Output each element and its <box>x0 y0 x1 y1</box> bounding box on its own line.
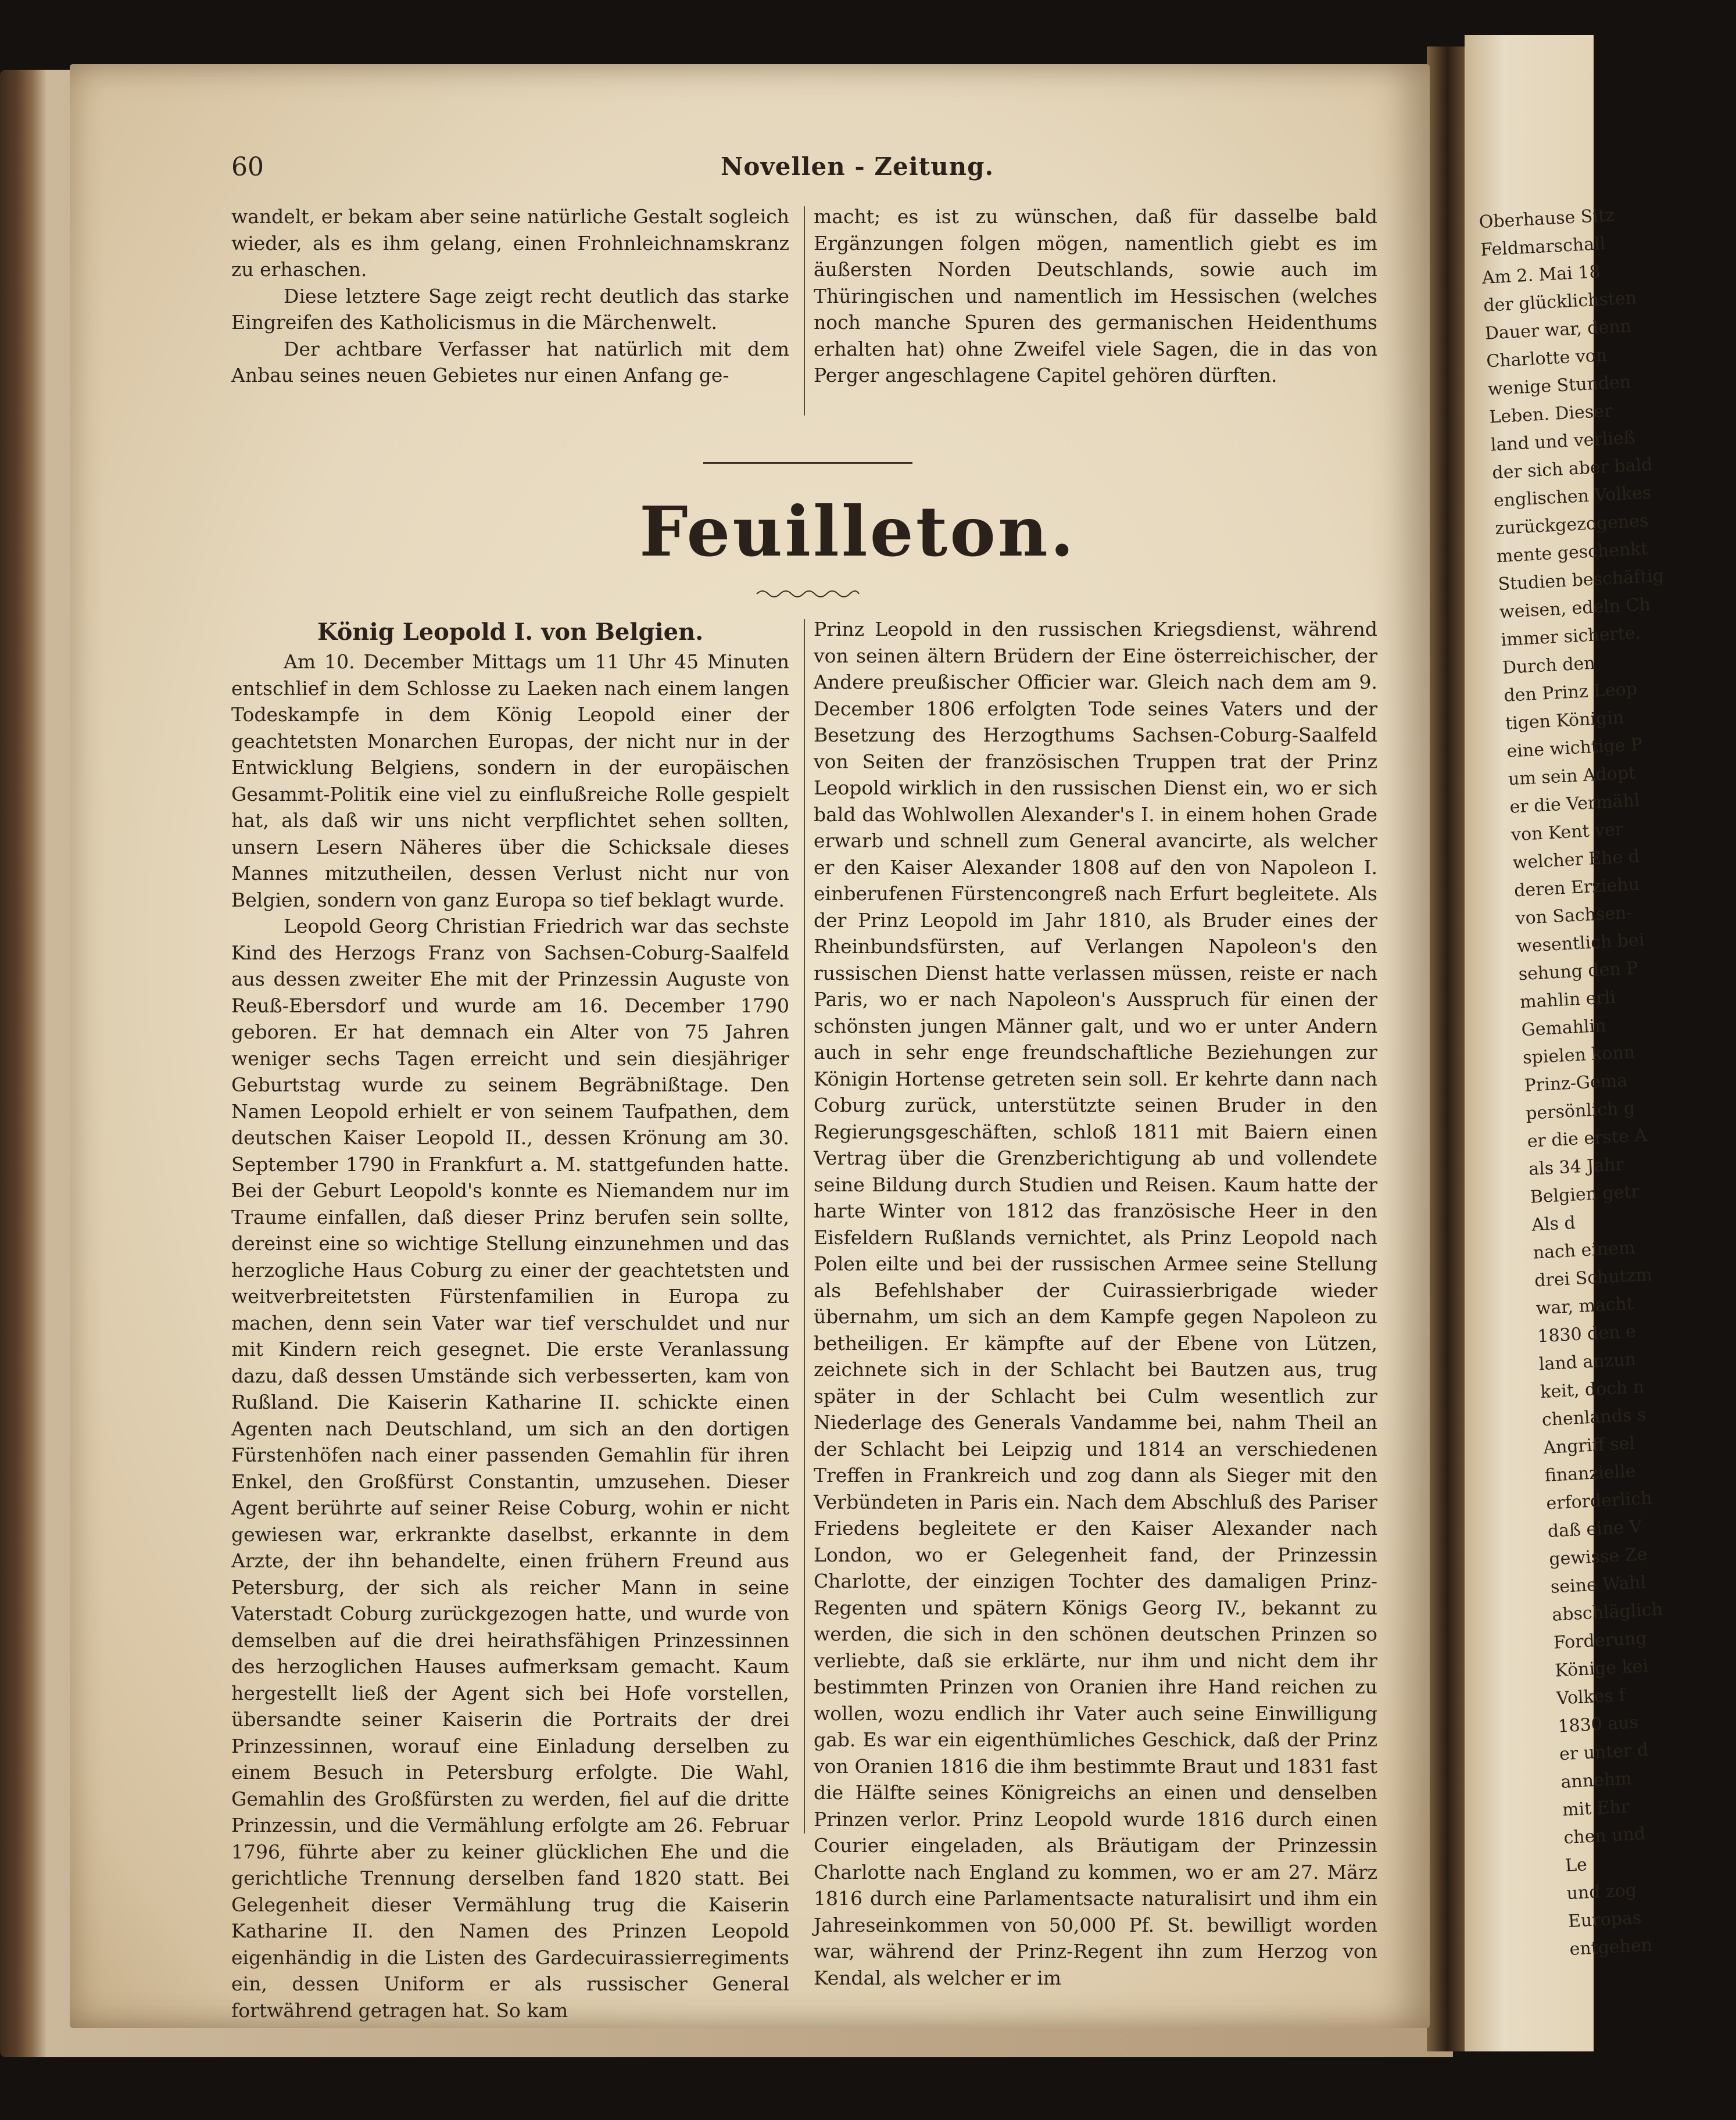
edge-text-line: daß eine V <box>1547 1516 1642 1542</box>
edge-text-line: wenige Stunden <box>1487 371 1631 400</box>
edge-text-line: tigen Königin <box>1505 707 1624 734</box>
edge-text-line: er unter d <box>1559 1739 1649 1765</box>
edge-text-line: Angriff sel <box>1542 1433 1635 1459</box>
paragraph: Diese letztere Sage zeigt recht deutlich das starke Eingreifen des Katholicismus in die Märchenwelt. <box>231 284 789 334</box>
edge-text-line: Als d <box>1531 1212 1576 1236</box>
edge-text-line: land anzun <box>1538 1349 1637 1375</box>
edge-text-line: sehung den P <box>1517 958 1639 985</box>
edge-text-line: Durch den <box>1502 653 1596 679</box>
edge-text-line: immer sicherte. <box>1500 622 1641 651</box>
section-rule <box>703 462 912 464</box>
edge-text-line: eine wichtige P <box>1506 734 1643 762</box>
edge-text-line: zurückgezogenes <box>1494 510 1649 539</box>
edge-text-line: welcher Ehe d <box>1512 846 1640 873</box>
edge-text-line: Leben. Dieser <box>1488 400 1613 428</box>
paragraph: macht; es ist zu wünschen, daß für dasselbe bald Ergänzungen folgen mögen, namentlich giebt es im äußersten Norden Deutschlands, sowie auch im Thüringischen und namentlich im Hessischen (welches noch manche Spuren des germanischen Heidenthums erhalten hat) ohne Zweifel viele Sagen, die in das von Perger angeschlagene Capitel gehören dürften. <box>814 205 1377 386</box>
running-title: Novellen - Zeitung. <box>721 152 994 181</box>
paragraph: Leopold Georg Christian Friedrich war das sechste Kind des Herzogs Franz von Sachsen-Coburg-Saalfeld aus dessen zweiter Ehe mit der Prinzessin Auguste von Reuß-Ebersdorf und wurde am 16. December 1790 geboren. Er hat demnach ein Alter von 75 Jahren weniger sechs Tagen erreicht und sein diesjähriger Geburtstag wurde zu seinem Begräbnißtage. Den Namen Leopold erhielt er von seinem Taufpathen, dem deutschen Kaiser Leopold II., dessen Krönung am 30. September 1790 in Frankfurt a. M. stattgefunden hatte. Bei der Geburt Leopold's konnte es Niemandem nur im Traume einfallen, daß dieser Prinz berufen sein sollte, dereinst eine so wichtige Stellung einzunehmen und das herzogliche Haus Coburg zu einer der geachtetsten und weitverbreitetsten Fürstenfamilien in Europa zu machen, denn sein Vater war tief verschuldet und nur mit Kindern reich gesegnet. Die erste Veranlassung dazu, daß dessen Umstände sich verbesserten, kam von Rußland. Die Kaiserin Katharine II. schickte einen Agenten nach Deutschland, um sich an den dortigen Fürstenhöfen nach einer passenden Gemahlin für ihren Enkel, den Großfürst Constantin, umzusehen. Dieser Agent berührte auf seiner Reise Coburg, wohin er nicht gewiesen war, erkrankte daselbst, erkannte in dem Arzte, der ihn behandelte, einen frühern Freund aus Petersburg, der sich als reicher Mann in seine Vaterstadt Coburg zurückgezogen hatte, und wurde von demselben auf die drei heirathsfähigen Prinzessinnen des herzoglichen Hauses aufmerksam gemacht. Kaum hergestellt ließ der Agent sich bei Hofe vorstellen, übersandte seiner Kaiserin die Portraits der drei Prinzessinnen, worauf eine Einladung derselben zu einem Besuch in Petersburg erfolgte. Die Wahl, Gemahlin des Großfürsten zu werden, fiel auf die dritte Prinzessin, und die Vermählung erfolgte am 26. Februar 1796, führte aber zu keiner glücklichen Ehe und die gerichtliche Trennung derselben fand 1820 statt. Bei Gelegenheit dieser Vermählung trug die Kaiserin Katharine II. den Namen des Prinzen Leopold eigenhändig in die Listen des Gardecuirassierregiments ein, dessen Uniform er als russischer General fortwährend getragen hat. So kam <box>231 915 789 2022</box>
edge-text-line: war, macht <box>1535 1293 1634 1319</box>
article-left-column <box>231 616 789 2024</box>
paragraph: wandelt, er bekam aber seine natürliche Gestalt sogleich wieder, als es ihm gelang, einen Frohnleichnamskranz zu erhaschen. <box>231 205 789 281</box>
edge-text-line: englischen Volkes <box>1493 482 1652 511</box>
ornament-flourish <box>756 587 860 601</box>
paragraph: Prinz Leopold in den russischen Kriegsdienst, während von seinen ältern Brüdern der Eine österreichischer, der Andere preußischer Officier war. Gleich nach dem am 9. December 1806 erfolgten Tode seines Vaters und der Besetzung des Herzogthums Sachsen-Coburg-Saalfeld von Seiten der französischen Truppen trat der Prinz Leopold wirklich in den russischen Dienst ein, wo er sich bald das Wohlwollen Alexander's I. in einem hohen Grade erwarb und schnell zum General avancirte, als welcher er den Kaiser Alexander 1808 auf den von Napoleon I. einberufenen Fürstencongreß nach Erfurt begleitete. Als der Prinz Leopold im Jahr 1810, als Bruder eines der Rheinbundsfürsten, auf Verlangen Napoleon's den russischen Dienst hatte verlassen müssen, reiste er nach Paris, wo er nach Napoleon's Ausspruch für einen der schönsten jungen Männer galt, und wo er unter Andern auch in sehr enge freundschaftliche Beziehungen zur Königin Hortense getreten sein soll. Er kehrte dann nach Coburg zurück, unterstützte seinen Bruder in den Regierungsgeschäften, schloß 1811 mit Baiern einen Vertrag über die Grenzberichtigung ab und vollendete seine Bildung durch Studien und Reisen. Kaum hatte der harte Winter von 1812 das französische Heer in den Eisfeldern Rußlands vernichtet, als Prinz Leopold nach Polen eilte und bei der russischen Armee seine Stellung als Befehlshaber der Cuirassierbrigade wieder übernahm, um sich an dem Kampfe gegen Napoleon zu betheiligen. Er kämpfte auf der Ebene von Lützen, zeichnete sich in der Schlacht bei Bautzen aus, trug später in der Schlacht bei Culm wesentlich zur Niederlage des Generals Vandamme bei, nahm Theil an der Schlacht bei Leipzig und 1814 an verschiedenen Treffen in Frankreich und zog dann als Sieger mit den Verbündeten in Paris ein. Nach dem Abschluß des Pariser Friedens begleitete er den Kaiser Alexander nach London, wo er Gelegenheit fand, der Prinzessin Charlotte, der einzigen Tochter des damaligen Prinz-Regenten und spätern Königs Georg IV., bekannt zu werden, die sich in den schönen deutschen Prinzen so verliebte, daß sie erklärte, nur ihm und nicht dem ihr bestimmten Prinzen von Oranien ihre Hand reichen zu wollen, wozu endlich ihr Vater auch seine Einwilligung gab. Es war ein eigenthümliches Geschick, daß der Prinz von Oranien 1816 die ihm bestimmte Braut und 1831 fast die Hälfte seines Königreichs an einen und denselben Prinzen verlor. Prinz Leopold wurde 1816 durch einen Courier eingeladen, als Bräutigam der Prinzessin Charlotte nach England zu kommen, wo er am 27. März 1816 durch eine Parlamentsacte naturalisirt und ihm ein Jahreseinkommen von 50,000 Pf. St. bewilligt worden war, während der Prinz-Regent ihn zum Herzog von Kendal, als welcher er im <box>814 618 1377 1989</box>
edge-text-line: als 34 Jahr <box>1528 1154 1624 1180</box>
next-page-edge <box>1465 35 1665 2051</box>
edge-text-line: 1830 aus <box>1557 1712 1639 1737</box>
edge-text-line: Könige kei <box>1554 1656 1649 1681</box>
edge-text-line: mente geschenkt <box>1496 538 1649 567</box>
edge-text-line: von Kent ver <box>1511 819 1624 846</box>
edge-text-line: seine Wahl <box>1550 1572 1647 1598</box>
edge-text-line: der sich aber bald <box>1491 454 1653 484</box>
edge-text-line: entgehen <box>1569 1935 1653 1960</box>
section-title: Feuilleton. <box>639 491 1076 572</box>
edge-text-line: Belgien getr <box>1529 1181 1640 1208</box>
edge-text-line: spielen konn <box>1522 1042 1635 1069</box>
edge-text-line: Prinz-Gema <box>1523 1070 1628 1097</box>
edge-text-line: finanzielle <box>1544 1461 1637 1487</box>
edge-text-line: weisen, edeln Ch <box>1499 594 1651 623</box>
edge-text-line: der glücklichsten <box>1483 288 1637 316</box>
edge-text-line: Volkes f <box>1556 1685 1626 1709</box>
edge-text-line: Feldmarschall <box>1480 233 1606 261</box>
column-divider-bottom <box>804 619 805 1833</box>
edge-text-line: Charlotte von <box>1486 345 1608 372</box>
edge-text-line: er die Vermähl <box>1509 790 1641 818</box>
top-left-column <box>231 203 789 389</box>
edge-text-line: wesentlich bei <box>1516 929 1645 957</box>
edge-text-line: Studien beschäftig <box>1497 565 1665 595</box>
edge-text-line: gewisse Ze <box>1548 1544 1648 1570</box>
edge-text-line: mit Ehr <box>1562 1796 1630 1821</box>
edge-text-line: mahlin erli <box>1519 987 1616 1013</box>
book-gutter <box>1427 46 1467 2051</box>
edge-text-line: Le <box>1565 1854 1588 1877</box>
edge-text-line: um sein Adopt <box>1508 762 1636 790</box>
edge-text-line: Europas <box>1567 1907 1642 1932</box>
edge-text-line: deren Erziehu <box>1513 874 1640 901</box>
article-right-column <box>814 616 1377 1991</box>
edge-text-line: den Prinz Leop <box>1503 679 1638 706</box>
top-right-column <box>814 203 1377 389</box>
edge-text-line: drei Schutzm <box>1534 1265 1653 1291</box>
edge-text-line: land und verließ <box>1490 427 1636 456</box>
edge-text-line: erforderlich <box>1545 1488 1653 1514</box>
edge-text-line: 1830 den e <box>1537 1321 1637 1347</box>
paragraph: Am 10. December Mittags um 11 Uhr 45 Minuten entschlief in dem Schlosse zu Laeken nach einem langen Todeskampfe in dem König Leopold einer der geachtetsten Monarchen Europas, der nicht nur in der Entwicklung Belgiens, sondern in der europäischen Gesammt-Politik eine viel zu einflußreiche Rolle gespielt hat, als daß wir uns nicht verpflichtet sehen sollten, unsern Lesern Näheres über die Schicksale dieses Mannes mitzutheilen, dessen Verlust nicht nur von Belgien, sondern von ganz Europa so tief beklagt wurde. <box>231 650 789 911</box>
next-page-edge-text <box>1465 28 1695 1964</box>
edge-text-line: nach einem <box>1532 1237 1636 1263</box>
edge-text-line: Am 2. Mai 18 <box>1481 262 1601 288</box>
edge-text-line: keit, doch n <box>1540 1377 1645 1403</box>
column-divider-top <box>804 206 805 416</box>
paragraph: Der achtbare Verfasser hat natürlich mit dem Anbau seines neuen Gebietes nur einen Anfang ge- <box>231 337 789 386</box>
edge-text-line: und zog <box>1566 1879 1637 1904</box>
article-title: König Leopold I. von Belgien. <box>317 618 704 646</box>
edge-text-line: abschläglich <box>1551 1599 1663 1625</box>
edge-text-line: annehm <box>1560 1768 1633 1793</box>
edge-text-line: persönlich g <box>1525 1098 1636 1125</box>
edge-text-line: Gemahlin <box>1520 1015 1607 1041</box>
edge-text-line: Oberhause Sitz <box>1479 205 1615 233</box>
edge-text-line: von Sachsen- <box>1515 902 1633 929</box>
edge-text-line: Forderung <box>1553 1628 1648 1653</box>
edge-text-line: chenlands s <box>1541 1404 1647 1431</box>
edge-text-line: chen und <box>1563 1823 1646 1849</box>
edge-text-line: er die erste A <box>1526 1125 1648 1152</box>
page-number: 60 <box>231 152 264 182</box>
edge-text-line: Dauer war, denn <box>1484 316 1632 344</box>
